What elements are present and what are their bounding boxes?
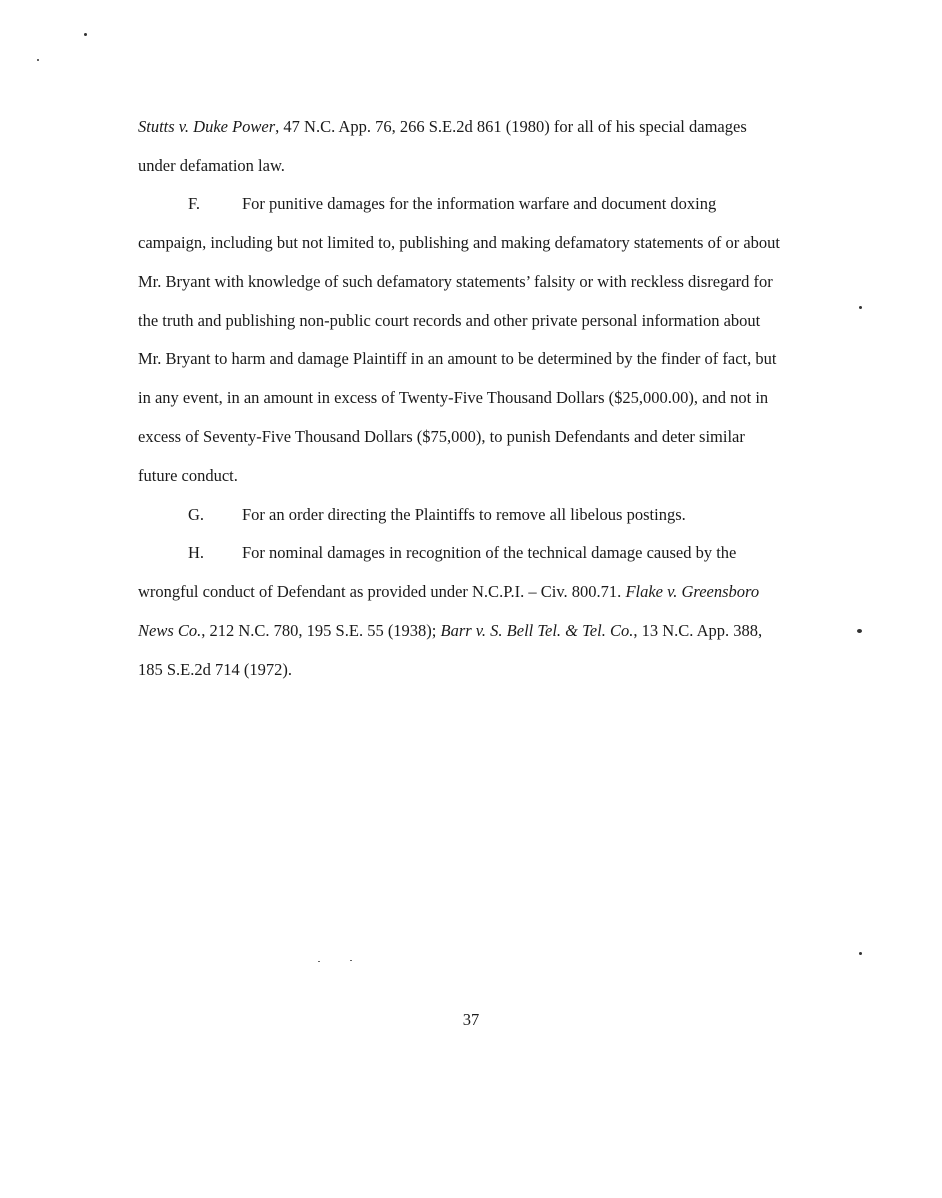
para-g-label: G. bbox=[188, 505, 205, 524]
para-f-label: F. bbox=[188, 194, 200, 213]
para-f-line-3: Mr. Bryant with knowledge of such defamatory statements’ falsity or with reckless disregard for bbox=[138, 272, 773, 291]
case-citation: Stutts v. Duke Power bbox=[138, 117, 276, 136]
citation-text: , 47 N.C. App. 76, 266 S.E.2d 861 (1980) for all of his special damages bbox=[275, 117, 747, 136]
scan-speck bbox=[859, 952, 862, 955]
para-f-line-2: campaign, including but not limited to, publishing and making defamatory statements of or about bbox=[138, 233, 781, 252]
scan-speck bbox=[859, 306, 862, 309]
para-h-line-1 bbox=[188, 543, 736, 563]
para-f-line-8: future conduct. bbox=[138, 466, 238, 485]
para-f-line-6: in any event, in an amount in excess of Twenty-Five Thousand Dollars ($25,000.00), and not in bbox=[138, 388, 769, 407]
para-f-line-4: the truth and publishing non-public court records and other private personal information about bbox=[138, 311, 761, 330]
citation-text: , 13 N.C. App. 388, bbox=[633, 621, 763, 640]
para-g-text: For an order directing the Plaintiffs to remove all libelous postings. bbox=[242, 505, 686, 524]
para-e-line-1 bbox=[138, 117, 747, 137]
para-g-line-1 bbox=[188, 505, 686, 525]
para-h-line-3 bbox=[138, 621, 762, 641]
para-f-line-1 bbox=[188, 194, 716, 214]
para-h-text: wrongful conduct of Defendant as provided under N.C.P.I. – Civ. 800.71. bbox=[138, 582, 626, 601]
para-h-label: H. bbox=[188, 543, 205, 562]
citation-text: , 212 N.C. 780, 195 S.E. 55 (1938); bbox=[201, 621, 441, 640]
page-number: 37 bbox=[462, 1010, 480, 1029]
case-citation: Flake v. Greensboro bbox=[625, 582, 760, 601]
scan-speck bbox=[84, 33, 87, 36]
case-citation: Barr v. S. Bell Tel. & Tel. Co. bbox=[440, 621, 634, 640]
para-f-text: For punitive damages for the information warfare and document doxing bbox=[242, 194, 717, 213]
para-h-line-2 bbox=[138, 582, 759, 602]
scan-speck bbox=[37, 59, 39, 61]
scan-speck bbox=[857, 629, 862, 633]
scan-speck bbox=[350, 960, 352, 961]
para-e-line-2: under defamation law. bbox=[138, 156, 285, 175]
case-citation: News Co. bbox=[138, 621, 202, 640]
para-f-line-7: excess of Seventy-Five Thousand Dollars ($75,000), to punish Defendants and deter similar bbox=[138, 427, 745, 446]
para-h-text: For nominal damages in recognition of the technical damage caused by the bbox=[242, 543, 737, 562]
para-h-line-4: 185 S.E.2d 714 (1972). bbox=[138, 660, 292, 679]
para-f-line-5: Mr. Bryant to harm and damage Plaintiff in an amount to be determined by the finder of fact, but bbox=[138, 349, 777, 368]
scan-speck bbox=[318, 961, 320, 962]
